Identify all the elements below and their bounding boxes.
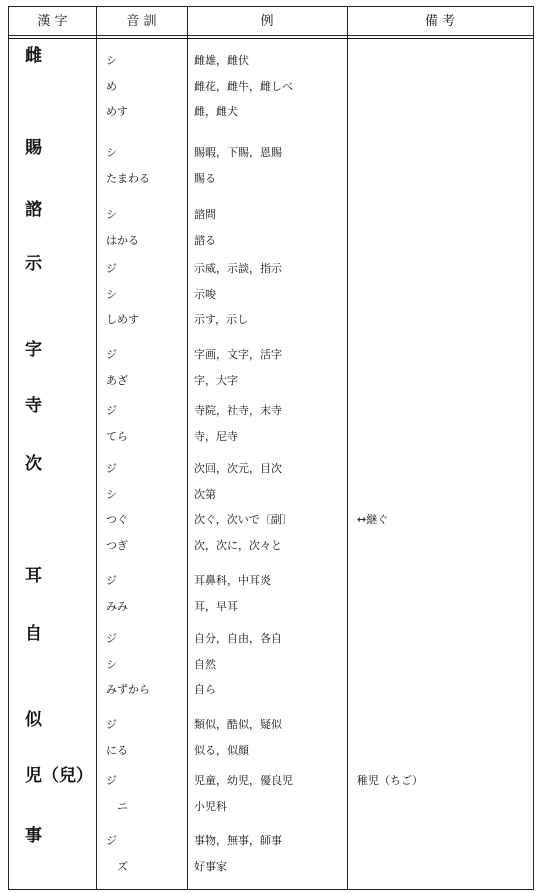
kanji-cell: 似 <box>25 710 42 730</box>
example-cell: 字，大字 <box>194 374 238 387</box>
reading-cell: ズ <box>117 860 128 873</box>
reading-cell: ジ <box>106 348 117 361</box>
header-divider <box>9 35 533 36</box>
note-cell: 稚児（ちご） <box>357 774 423 787</box>
example-cell: 寺院，社寺，末寺 <box>194 404 282 417</box>
example-cell: 自分，自由，各自 <box>194 632 282 645</box>
note-cell: ↔継ぐ <box>357 513 389 526</box>
header-onkun: 音 訓 <box>126 14 157 29</box>
reading-cell: あざ <box>106 374 128 387</box>
example-cell: 次回，次元，目次 <box>194 462 282 475</box>
header-example: 例 <box>260 14 274 29</box>
kanji-cell: 示 <box>25 254 42 274</box>
reading-cell: ジ <box>106 404 117 417</box>
reading-cell: てら <box>106 430 128 443</box>
reading-cell: みずから <box>106 683 150 696</box>
kanji-cell: 事 <box>25 826 42 846</box>
example-cell: 雌，雌犬 <box>194 105 238 118</box>
example-cell: 雌花，雌牛，雌しべ <box>194 80 293 93</box>
reading-cell: はかる <box>106 234 139 247</box>
reading-cell: ニ <box>117 800 128 813</box>
example-cell: 示唆 <box>194 288 216 301</box>
reading-cell: ジ <box>106 462 117 475</box>
header-notes: 備 考 <box>424 14 456 29</box>
example-cell: 次ぐ，次いで〔副〕 <box>194 513 293 526</box>
example-cell: 好事家 <box>194 860 227 873</box>
kanji-cell: 雌 <box>25 46 42 66</box>
kanji-cell: 児（兒） <box>25 766 93 786</box>
example-cell: 次，次に，次々と <box>194 539 282 552</box>
kanji-cell: 諮 <box>25 200 42 220</box>
reading-cell: ジ <box>106 632 117 645</box>
example-cell: 寺，尼寺 <box>194 430 238 443</box>
example-cell: 類似，酷似，疑似 <box>194 718 282 731</box>
reading-cell: つぐ <box>106 513 128 526</box>
reading-cell: シ <box>106 208 117 221</box>
reading-cell: めす <box>106 105 128 118</box>
example-cell: 示威，示談，指示 <box>194 262 282 275</box>
example-cell: 字画，文字，活字 <box>194 348 282 361</box>
example-cell: 示す，示し <box>194 313 249 326</box>
reading-cell: シ <box>106 288 117 301</box>
example-cell: 自ら <box>194 683 216 696</box>
example-cell: 雌雄，雌伏 <box>194 54 249 67</box>
reading-cell: しめす <box>106 313 139 326</box>
example-cell: 賜る <box>194 172 216 185</box>
column-divider <box>96 7 97 889</box>
column-divider <box>187 7 188 889</box>
kanji-cell: 耳 <box>25 566 42 586</box>
reading-cell: シ <box>106 146 117 159</box>
kanji-cell: 賜 <box>25 138 42 158</box>
example-cell: 自然 <box>194 658 216 671</box>
kanji-cell: 寺 <box>25 396 42 416</box>
reading-cell: みみ <box>106 600 128 613</box>
kanji-cell: 次 <box>25 454 42 474</box>
reading-cell: ジ <box>106 574 117 587</box>
column-divider <box>347 7 348 889</box>
reading-cell: ジ <box>106 262 117 275</box>
header-divider-double <box>9 38 533 39</box>
reading-cell: め <box>106 80 117 93</box>
reading-cell: シ <box>106 488 117 501</box>
reading-cell: つぎ <box>106 539 128 552</box>
reading-cell: ジ <box>106 834 117 847</box>
example-cell: 小児科 <box>194 800 227 813</box>
example-cell: 次第 <box>194 488 216 501</box>
example-cell: 耳鼻科，中耳炎 <box>194 574 271 587</box>
reading-cell: シ <box>106 658 117 671</box>
reading-cell: シ <box>106 54 117 67</box>
example-cell: 事物，無事，師事 <box>194 834 282 847</box>
header-kanji: 漢 字 <box>37 14 68 29</box>
kanji-cell: 字 <box>25 340 42 360</box>
example-cell: 賜暇，下賜，恩賜 <box>194 146 282 159</box>
reading-cell: たまわる <box>106 172 150 185</box>
reading-cell: ジ <box>106 718 117 731</box>
example-cell: 諮る <box>194 234 216 247</box>
example-cell: 耳，早耳 <box>194 600 238 613</box>
example-cell: 児童，幼児，優良児 <box>194 774 293 787</box>
kanji-table <box>8 6 534 890</box>
example-cell: 諮問 <box>194 208 216 221</box>
kanji-cell: 自 <box>25 624 42 644</box>
reading-cell: ジ <box>106 774 117 787</box>
example-cell: 似る，似顔 <box>194 744 249 757</box>
reading-cell: にる <box>106 744 128 757</box>
